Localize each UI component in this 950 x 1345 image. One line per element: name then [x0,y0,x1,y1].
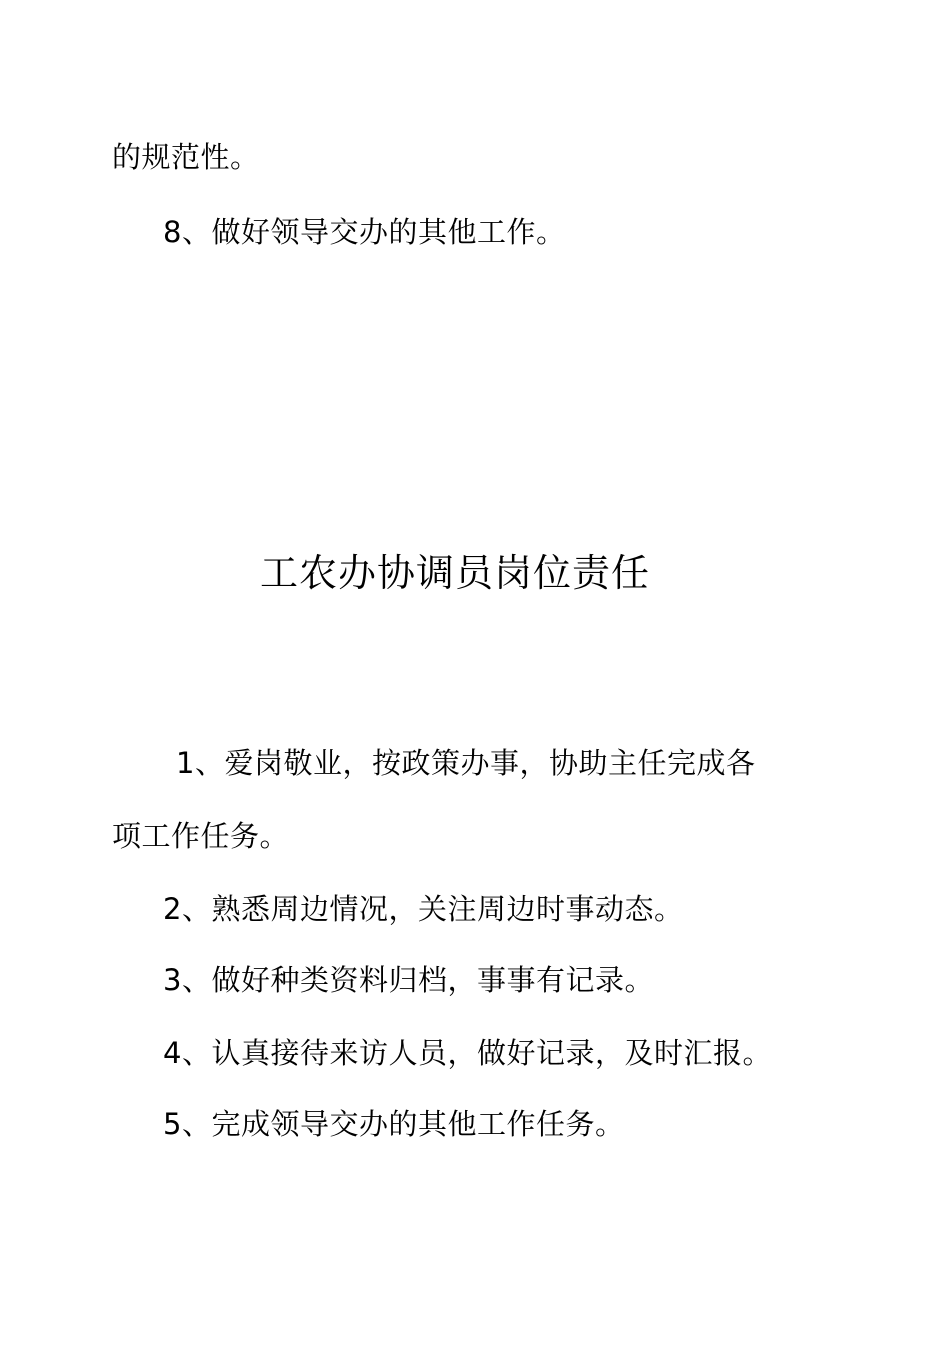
section-item-5: 5、完成领导交办的其他工作任务。 [163,1107,625,1141]
previous-section-continuation: 的规范性。 [112,140,260,174]
previous-section-item-8: 8、做好领导交办的其他工作。 [163,215,566,249]
section-item-4: 4、认真接待来访人员，做好记录，及时汇报。 [163,1036,772,1070]
section-item-1-line-2: 项工作任务。 [112,819,290,853]
section-title: 工农办协调员岗位责任 [259,551,650,595]
section-item-3: 3、做好种类资料归档，事事有记录。 [163,963,654,997]
section-item-2: 2、熟悉周边情况，关注周边时事动态。 [163,892,684,926]
section-item-1-line-1: 1、爱岗敬业，按政策办事，协助主任完成各 [176,746,756,780]
